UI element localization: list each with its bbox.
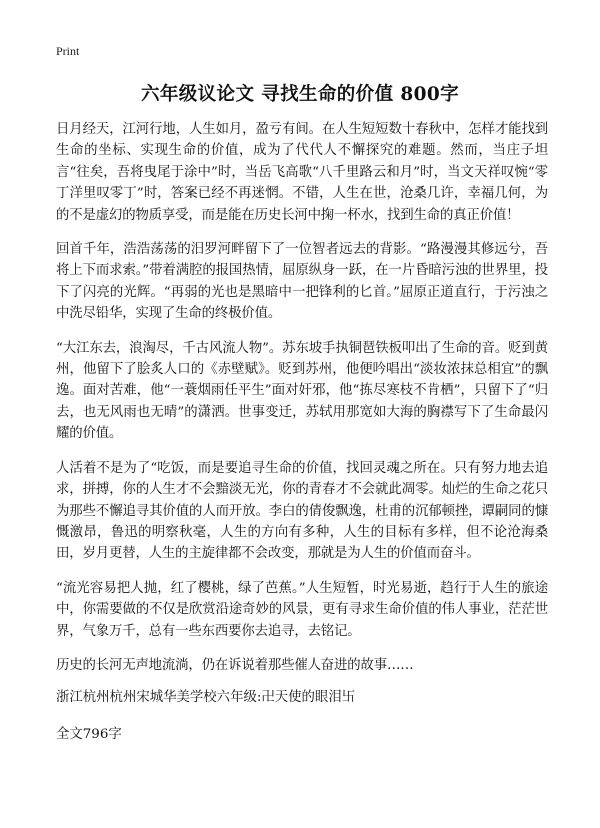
paragraph-3: “大江东去，浪淘尽，千古风流人物”。苏东坡手执铜琶铁板叩出了生命的音。贬到黄州，他留下了脍炙人口的《赤壁赋》。贬到苏州，他便吟唱出“淡妆浓抹总相宜”的飘逸。面对苦难，他“一蓑烟雨任平生”面对奸邪，他“拣尽寒枝不肯栖”，只留下了“归去，也无风雨也无晴”的潇洒。世事变迁，苏轼用那宽如大海的胸襟写下了生命最闪耀的价值。 — [56, 340, 548, 442]
paragraph-2: 回首千年，浩浩荡荡的汨罗河畔留下了一位智者远去的背影。“路漫漫其修远兮，吾将上下而求索。”带着满腔的报国热情，屈原纵身一跃，在一片昏暗污浊的世界里，投下了闪亮的光辉。“再弱的光也是黑暗中一把锋利的匕首。”屈原正道直行，于污浊之中洗尽铅华，实现了生命的终极价值。 — [56, 242, 548, 322]
print-link[interactable]: Print — [56, 44, 80, 58]
paragraph-4: 人活着不是为了“吃饭，而是要追寻生命的价值，找回灵魂之所在。只有努力地去追求，拼搏，你的人生才不会黯淡无光，你的青春才不会就此凋零。灿烂的生命之花只为那些不懈追寻其价值的人而开放。李白的倩俊飘逸，杜甫的沉郁顿挫，谭嗣同的慷慨激昂，鲁迅的明察秋毫，人生的方向有多种，人生的目标有多样，但不论沧海桑田，岁月更替，人生的主旋律都不会改变，那就是为人生的价值而奋斗。 — [56, 460, 548, 562]
paragraph-5: “流光容易把人抛，红了樱桃，绿了芭蕉。”人生短暂，时光易逝，趋行于人生的旅途中，你需要做的不仅是欣赏沿途奇妙的风景，更有寻求生命价值的伟人事业，茫茫世界，气象万千，总有一些东西要你去追寻，去铭记。 — [56, 580, 548, 639]
paragraph-1: 日月经天，江河行地，人生如月，盈亏有间。在人生短短数十春秋中，怎样才能找到生命的坐标、实现生命的价值，成为了代代人不懈探究的难题。然而，当庄子坦言“往矣，吾将曳尾于涂中”时，当岳飞高歌“八千里路云和月”时，当文天祥叹惋“零丁洋里叹零丁”时，答案已经不再迷惘。不错，人生在世，沧桑几许，幸福几何，为的不是虚幻的物质享受，而是能在历史长河中掬一杯水，找到生命的真正价值！ — [56, 122, 548, 223]
article-title: 六年级议论文 寻找生命的价值 800字 — [140, 84, 460, 105]
author-line: 浙江杭州杭州宋城华美学校六年级:卍天使的眼泪卐 — [56, 690, 356, 706]
paragraph-6: 历史的长河无声地流淌，仍在诉说着那些催人奋进的故事…… — [56, 657, 414, 673]
article-body — [56, 119, 548, 745]
word-count: 全文796字 — [56, 727, 122, 743]
